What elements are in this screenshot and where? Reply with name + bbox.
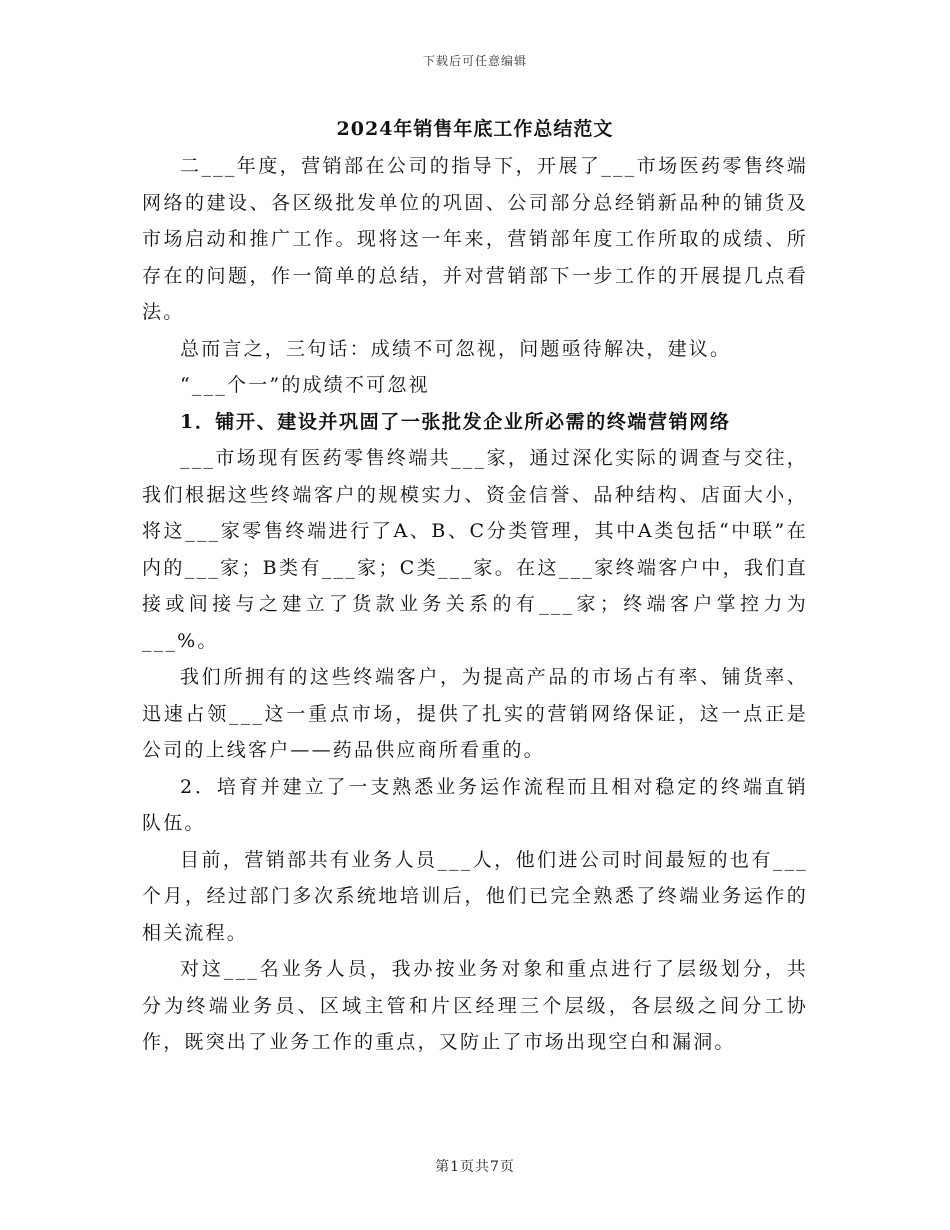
section-heading-achievements: “___个一”的成绩不可忽视: [180, 374, 430, 396]
paragraph-summary: 总而言之，三句话：成绩不可忽视，问题亟待解决，建议。: [180, 337, 732, 360]
document-body: [142, 112, 808, 1061]
section-heading-team: 2．培育并建立了一支熟悉业务运作流程而且相对稳定的终端直销队伍。: [142, 775, 808, 834]
paragraph-network-detail: ___市场现有医药零售终端共___家，通过深化实际的调查与交往，我们根据这些终端客户的规模实力、资金信誉、品种结构、店面大小，将这___家零售终端进行了A、B、C分类管理，其中A类包括“中联”在内的___家；B类有___家；C类___家。在这___家终端客户中，我们直接或间接与之建立了货款业务关系的有___家；终端客户掌控力为___%。: [142, 447, 808, 652]
header-note: 下载后可任意编辑: [422, 54, 527, 68]
page-number: 第1页共7页: [435, 1159, 515, 1175]
section-heading-network: 1．铺开、建设并巩固了一张批发企业所必需的终端营销网络: [180, 410, 731, 433]
paragraph-intro: 二___年度，营销部在公司的指导下，开展了___市场医药零售终端网络的建设、各区级批发单位的巩固、公司部分总经销新品种的铺货及市场启动和推广工作。现将这一年来，营销部年度工作所取的成绩、所存在的问题，作一简单的总结，并对营销部下一步工作的开展提几点看法。: [142, 155, 808, 323]
paragraph-team-detail: 目前，营销部共有业务人员___人，他们进公司时间最短的也有___个月，经过部门多次系统地培训后，他们已完全熟悉了终端业务运作的相关流程。: [142, 848, 808, 944]
paragraph-network-value: 我们所拥有的这些终端客户，为提高产品的市场占有率、铺货率、迅速占领___这一重点市场，提供了扎实的营销网络保证，这一点正是公司的上线客户——药品供应商所看重的。: [142, 666, 808, 761]
document-title: 2024年销售年底工作总结范文: [336, 118, 614, 140]
paragraph-team-structure: 对这___名业务人员，我办按业务对象和重点进行了层级划分，共分为终端业务员、区域主管和片区经理三个层级，各层级之间分工协作，既突出了业务工作的重点，又防止了市场出现空白和漏洞。: [142, 958, 808, 1053]
